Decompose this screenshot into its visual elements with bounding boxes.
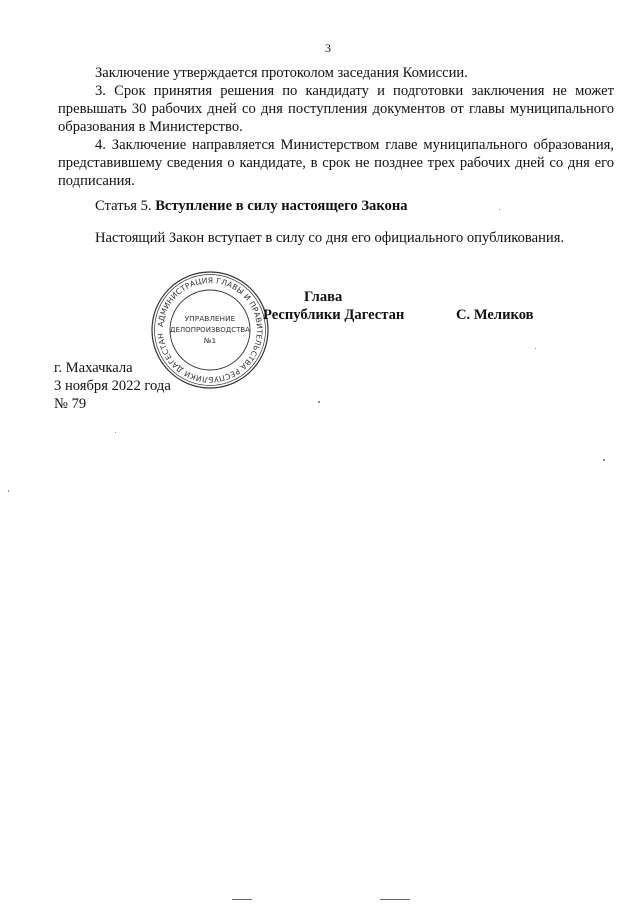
article-5-heading	[58, 197, 614, 215]
stamp-line3: №1	[203, 336, 217, 345]
scan-speck	[8, 490, 9, 492]
scan-speck	[603, 459, 605, 461]
paragraph-text: Заключение утверждается протоколом заседания Комиссии.	[95, 65, 468, 81]
official-stamp	[150, 270, 270, 390]
article-prefix: Статья 5.	[95, 198, 152, 214]
page-number: 3	[325, 41, 331, 55]
stamp-ring-text: АДМИНИСТРАЦИЯ ГЛАВЫ И ПРАВИТЕЛЬСТВА РЕСПУБЛИКИ ДАГЕСТАН	[156, 275, 265, 385]
stamp-line1: УПРАВЛЕНИЕ	[184, 314, 236, 323]
paragraph-text: 3. Срок принятия решения по кандидату и подготовки заключения не может превышать 30 рабочих дней со дня поступления документов от главы муниципального образования в Министерство.	[58, 83, 614, 135]
paragraph-effective	[58, 229, 614, 247]
stamp-line2: ДЕЛОПРОИЗВОДСТВА	[170, 326, 250, 334]
signer-title-line1: Глава	[304, 289, 343, 305]
paragraph-deadline	[58, 82, 614, 136]
scan-speck	[380, 899, 410, 900]
signer-name: С. Меликов	[456, 307, 534, 323]
paragraph-notification	[58, 136, 614, 190]
scan-speck	[232, 899, 252, 900]
scan-speck	[499, 209, 500, 210]
article-title: Вступление в силу настоящего Закона	[155, 198, 408, 214]
paragraph-text: 4. Заключение направляется Министерством главе муниципального образования, представившему сведения о кандидате, в срок не позднее трех рабочих дней со дня его подписания.	[58, 137, 614, 189]
signer-title-line2: Республики Дагестан	[263, 307, 405, 323]
paragraph-text: Настоящий Закон вступает в силу со дня его официального опубликования.	[95, 230, 565, 246]
law-number: № 79	[54, 396, 87, 412]
scan-speck	[318, 401, 320, 403]
scan-speck	[535, 348, 536, 349]
paragraph-approval	[58, 64, 614, 82]
signing-place: г. Махачкала	[54, 360, 133, 376]
signing-date: 3 ноября 2022 года	[54, 378, 171, 394]
scan-speck	[115, 432, 116, 433]
